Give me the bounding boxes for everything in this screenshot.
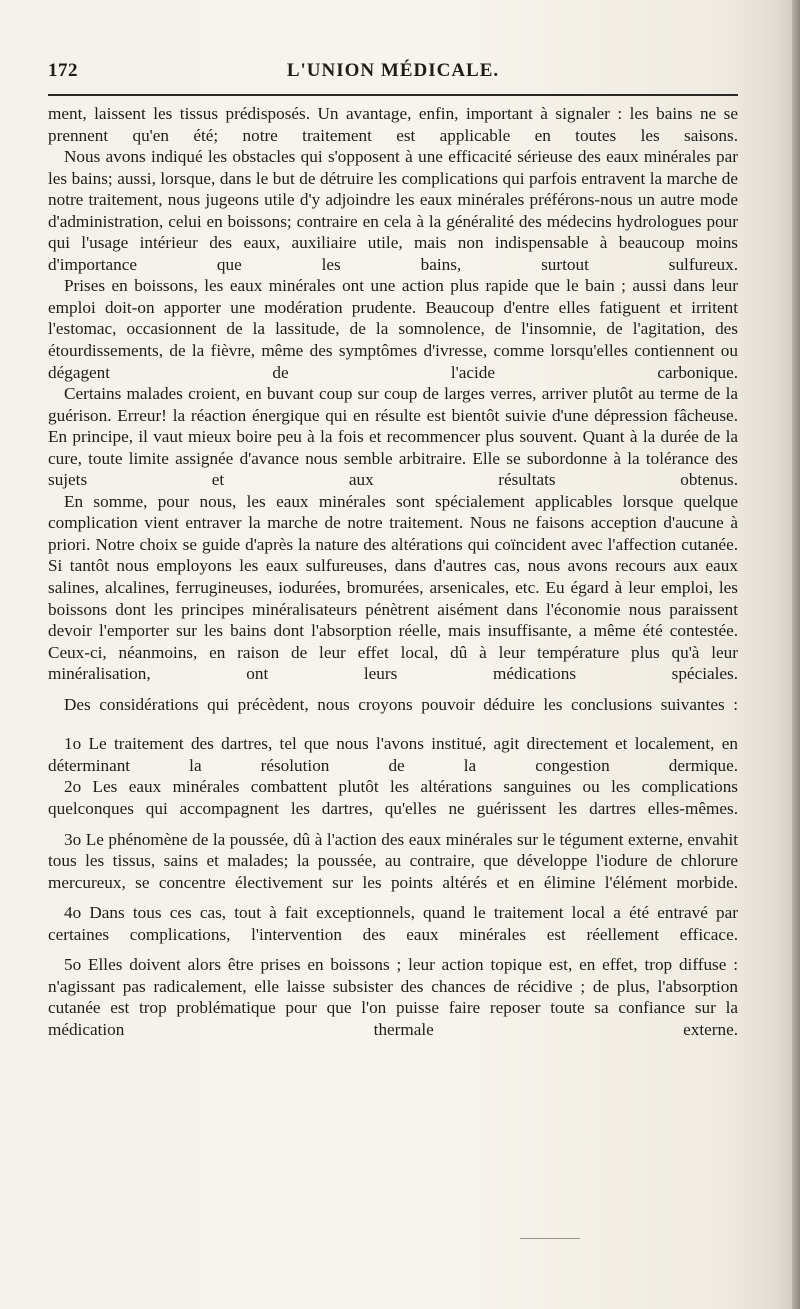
paragraph-malades: Certains malades croient, en buvant coup sur coup de larges verres, arriver plutôt au terme de la guérison. Erreur! la réaction énergique qui en résulte est bientôt suivie d'une dépression fâcheuse. En principe, il vaut mieux boire peu à la fois et recommencer plus souvent. Quant à la durée de la cure, toute limite assignée d'avance nous semble arbitraire. Elle se subordonne à la tolérance des sujets et aux résultats obtenus. bbox=[48, 384, 738, 490]
paragraph-en-somme: En somme, pour nous, les eaux minérales sont spécialement applicables lorsque quelque complication vient entraver la marche de notre traitement. Nous ne faisons acception d'aucune à priori. Notre choix se guide d'après la nature des altérations qui coïncident avec l'affection cutanée. Si tantôt nous employons les eaux sulfureuses, dans d'autres cas, nous avons recours aux eaux salines, alcalines, ferrugineuses, iodurées, bromurées, arsenicales, etc. Eu égard à leur emploi, les boissons dont les principes minéralisateurs pénètrent aisément dans l'économie nous paraissent devoir l'emporter sur les bains dont l'absorption réelle, mais insuffisante, a même été contestée. Ceux-ci, néanmoins, en raison de leur effet local, dû à leur température plus qu'à leur minéralisation, ont leurs médications spéciales. bbox=[48, 491, 738, 684]
paragraph-continuation: ment, laissent les tissus prédisposés. Un avantage, enfin, important à signaler : les bains ne se prennent qu'en été; notre traitement est applicable en toutes les saisons. bbox=[48, 104, 738, 145]
page-header bbox=[48, 58, 738, 88]
paragraph-obstacles: Nous avons indiqué les obstacles qui s'opposent à une efficacité sérieuse des eaux minérales par les bains; aussi, lorsque, dans le but de détruire les complications qui parfois entravent la marche de notre traitement, nous jugeons utile d'y adjoindre les eaux minérales préférons-nous un autre mode d'administration, celui en boissons; contraire en cela à la généralité des médecins hydrologues pour qui l'usage intérieur des eaux, auxiliaire utile, mais non indispensable à beaucoup moins d'importance que les bains, surtout sulfureux. bbox=[48, 147, 738, 274]
paragraph-considerations: Des considérations qui précèdent, nous croyons pouvoir déduire les conclusions suivantes : bbox=[64, 694, 738, 714]
conclusion-1: 1o Le traitement des dartres, tel que nous l'avons institué, agit directement et localement, en déterminant la résolution de la congestion dermique. bbox=[48, 734, 738, 775]
running-title: L'UNION MÉDICALE. bbox=[286, 60, 500, 81]
article-body bbox=[48, 103, 738, 1040]
header-rule bbox=[48, 94, 738, 96]
page-number: 172 bbox=[48, 60, 78, 81]
conclusion-2: 2o Les eaux minérales combattent plutôt les altérations sanguines ou les complications quelconques qui accompagnent les dartres, qu'elles ne guérissent les dartres elles-mêmes. bbox=[48, 777, 738, 818]
bleed-through-mark bbox=[520, 1238, 580, 1239]
conclusion-5: 5o Elles doivent alors être prises en boissons ; leur action topique est, en effet, trop diffuse : n'agissant pas radicalement, elle laisse subsister des chances de récidive ; de plus, l'absorption cutanée est trop problématique pour que l'on puisse faire reposer toute sa confiance sur la médication thermale externe. bbox=[48, 955, 738, 1039]
paragraph-boissons: Prises en boissons, les eaux minérales ont une action plus rapide que le bain ; aussi dans leur emploi doit-on apporter une modération prudente. Beaucoup d'entre elles fatiguent et irritent l'estomac, occasionnent de la lassitude, de la somnolence, de l'insomnie, de l'agitation, des étourdissements, de la fièvre, même des symptômes d'ivresse, comme lorsqu'elles contiennent ou dégagent de l'acide carbonique. bbox=[48, 276, 738, 382]
conclusion-3: 3o Le phénomène de la poussée, dû à l'action des eaux minérales sur le tégument externe, envahit tous les tissus, sains et malades; la poussée, au contraire, que développe l'iodure de chlorure mercureux, se concentre électivement sur les points altérés et en élimine l'élément morbide. bbox=[48, 829, 738, 892]
page-spine-shadow bbox=[792, 0, 800, 1309]
conclusion-4: 4o Dans tous ces cas, tout à fait exceptionnels, quand le traitement local a été entravé par certaines complications, l'intervention des eaux minérales est réellement efficace. bbox=[48, 903, 738, 944]
